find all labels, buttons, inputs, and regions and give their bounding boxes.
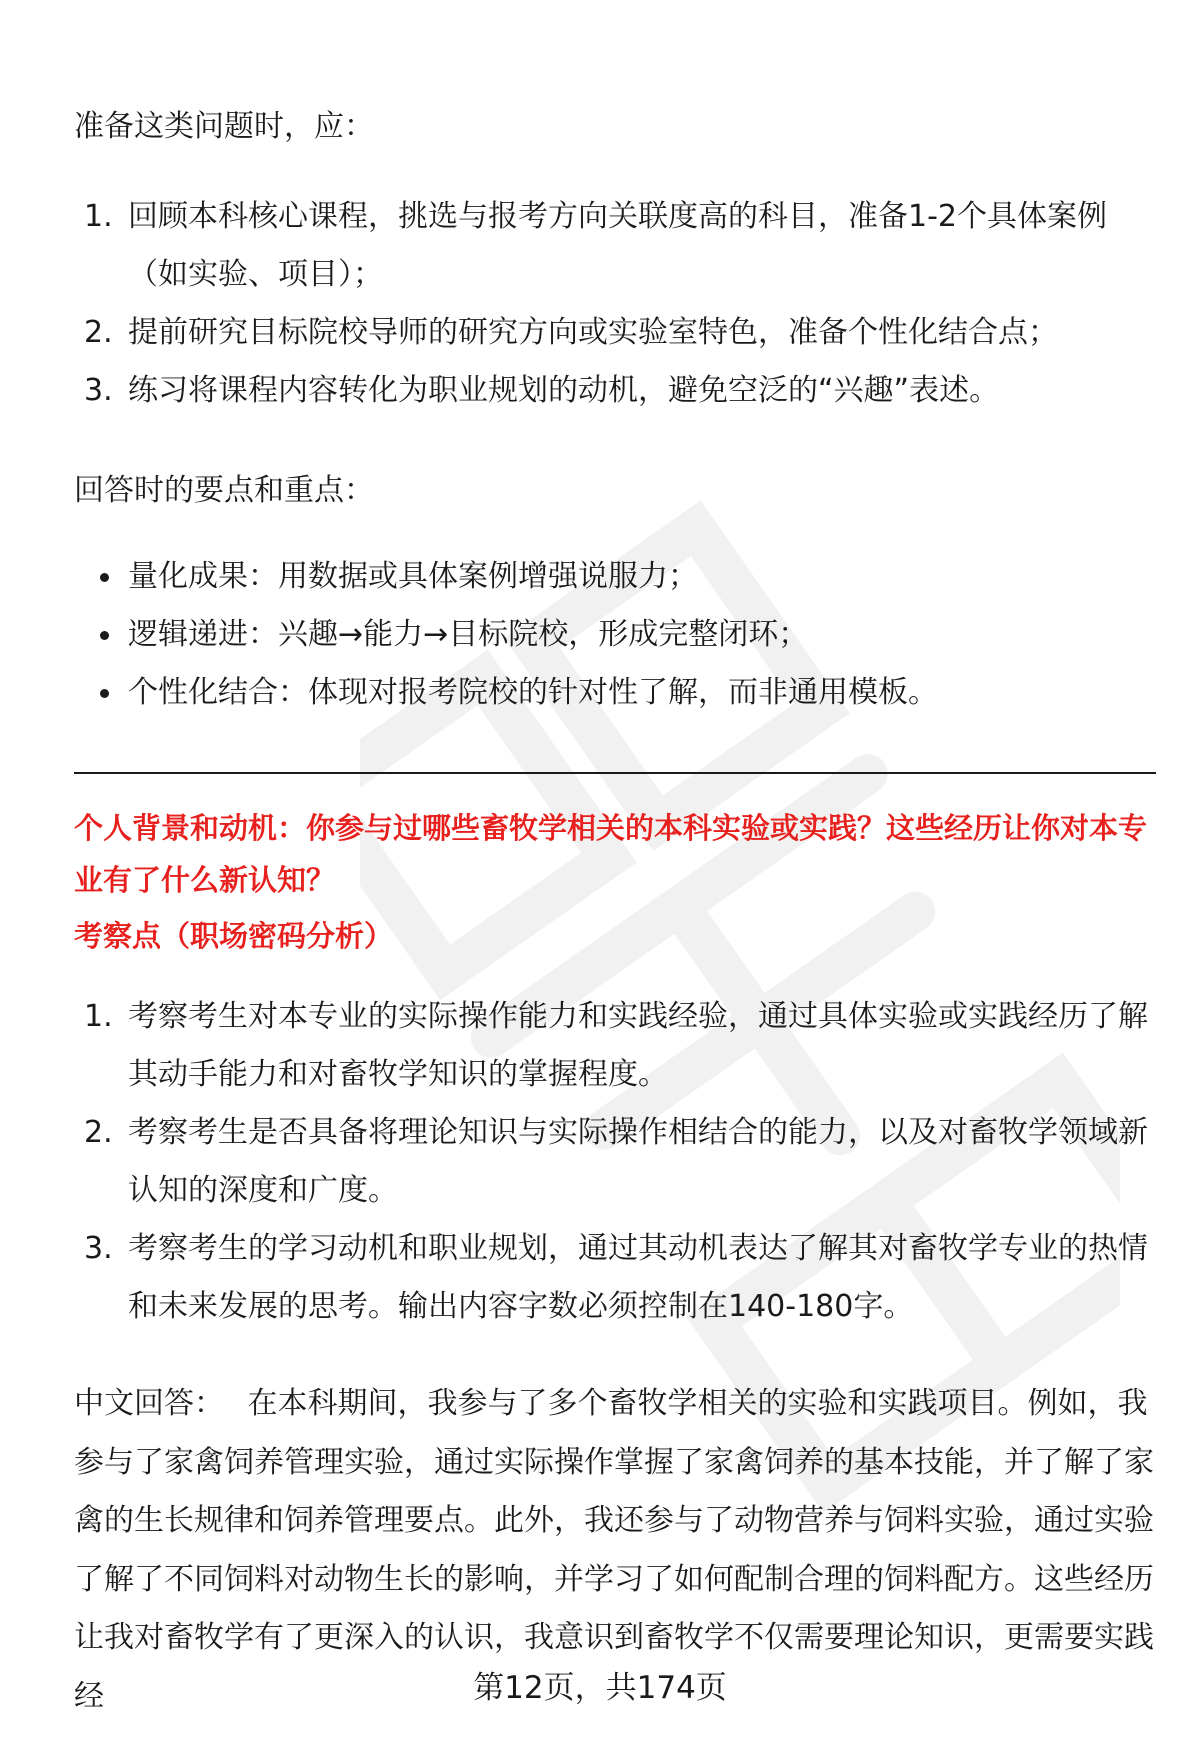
answer-text: 在本科期间，我参与了多个畜牧学相关的实验和实践项目。例如，我参与了家禽饲养管理实验，通过实际操作掌握了家禽饲养的基本技能，并了解了家禽的生长规律和饲养管理要点。此外，我还参与了动物营养与饲料实验，通过实验了解了不同饲料对动物生长的影响，并学习了如何配制合理的饲料配方。这些经历让我对畜牧学有了更深入的认识，我意识到畜牧学不仅需要理论知识，更需要实践经: [74, 1386, 1154, 1714]
exam-points-list: [74, 988, 1154, 1336]
prep-steps-list: [74, 188, 1154, 420]
list-item: [74, 1220, 1154, 1336]
list-item: [74, 1104, 1154, 1220]
bullet-dot-icon: [100, 689, 109, 698]
list-item-text: 考察考生的学习动机和职业规划，通过其动机表达了解其对畜牧学专业的热情和未来发展的思考。输出内容字数必须控制在140-180字。: [128, 1231, 1148, 1324]
list-item: [74, 188, 1154, 304]
list-item: [74, 304, 1154, 362]
points-title: 回答时的要点和重点：: [74, 473, 374, 508]
page-number: 第12页，共174页: [473, 1670, 727, 1706]
answer-label: 中文回答：: [74, 1386, 224, 1421]
list-item-text: 考察考生是否具备将理论知识与实际操作相结合的能力，以及对畜牧学领域新认知的深度和广度。: [128, 1115, 1148, 1208]
list-number: 1.: [84, 999, 113, 1034]
list-item-text: 考察考生对本专业的实际操作能力和实践经验，通过具体实验或实践经历了解其动手能力和对畜牧学知识的掌握程度。: [128, 999, 1148, 1092]
bullet-item: [74, 664, 1154, 722]
list-number: 2.: [84, 315, 113, 350]
list-item: [74, 362, 1154, 420]
bullet-dot-icon: [100, 631, 109, 640]
bullet-dot-icon: [100, 573, 109, 582]
key-points-list: [74, 548, 1154, 722]
section-divider: [74, 772, 1156, 774]
list-item-text: 提前研究目标院校导师的研究方向或实验室特色，准备个性化结合点；: [128, 315, 1058, 350]
list-item-text: 回顾本科核心课程，挑选与报考方向关联度高的科目，准备1-2个具体案例（如实验、项目）；: [128, 199, 1107, 292]
list-item-text: 练习将课程内容转化为职业规划的动机，避免空泛的“兴趣”表述。: [128, 373, 1000, 408]
bullet-item-text: 个性化结合：体现对报考院校的针对性了解，而非通用模板。: [128, 675, 938, 710]
question-heading: 个人背景和动机：你参与过哪些畜牧学相关的本科实验或实践？这些经历让你对本专业有了什么新认知？: [74, 811, 1148, 897]
bullet-item: [74, 548, 1154, 606]
list-number: 2.: [84, 1115, 113, 1150]
exam-points-title: 考察点（职场密码分析）: [74, 919, 394, 953]
list-item: [74, 988, 1154, 1104]
bullet-item: [74, 606, 1154, 664]
list-number: 1.: [84, 199, 113, 234]
bullet-item-text: 量化成果：用数据或具体案例增强说服力；: [128, 559, 698, 594]
list-number: 3.: [84, 1231, 113, 1266]
list-number: 3.: [84, 373, 113, 408]
prep-intro: 准备这类问题时，应：: [74, 109, 374, 144]
bullet-item-text: 逻辑递进：兴趣→能力→目标院校，形成完整闭环；: [128, 617, 809, 652]
